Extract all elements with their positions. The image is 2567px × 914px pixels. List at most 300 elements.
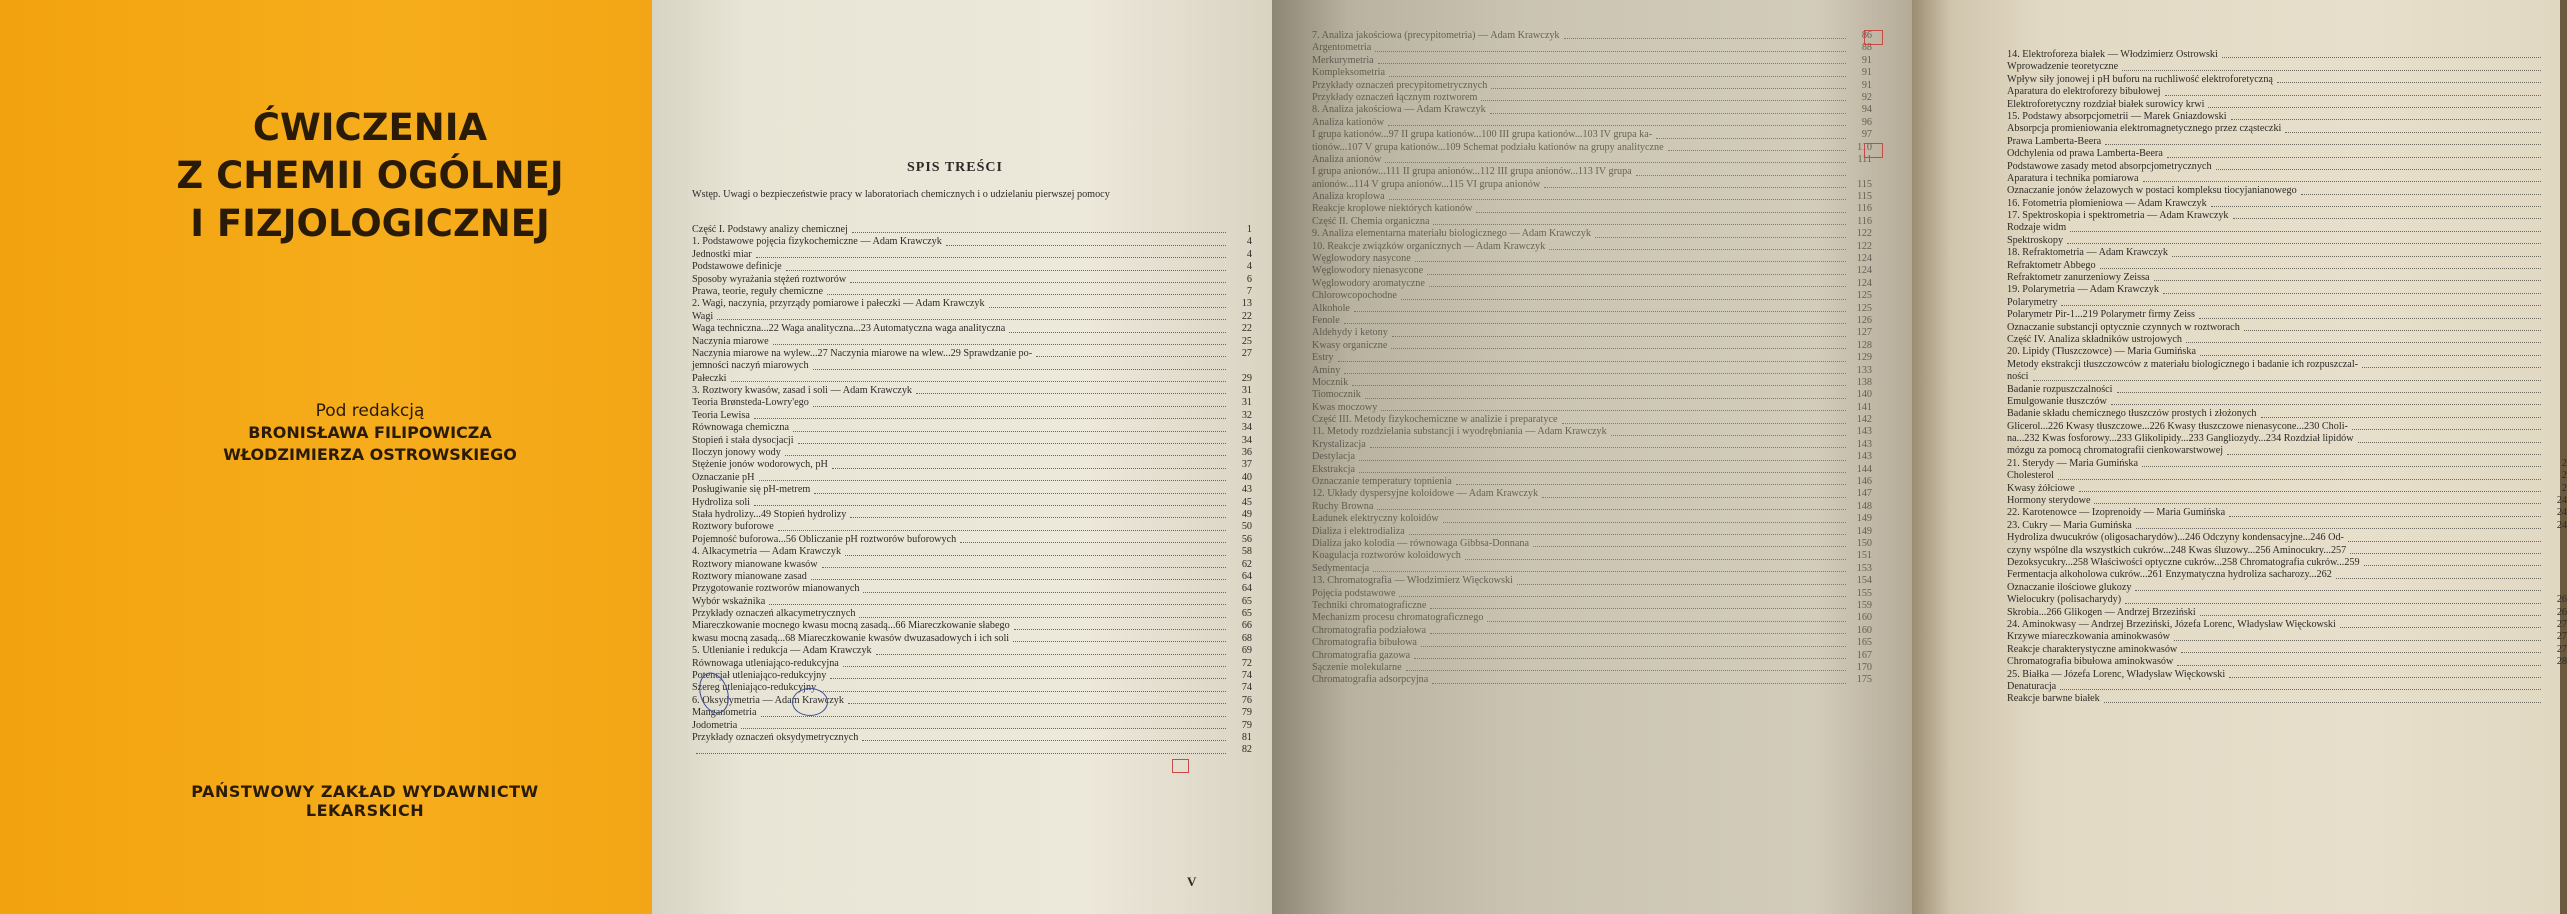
toc-entry-title: 6. Oksydymetria — Adam Krawczyk [692, 694, 844, 706]
leader-dots [1359, 459, 1846, 461]
editor-name: BRONISŁAWA FILIPOWICZA [248, 423, 492, 442]
toc-entry-page: 116 [1857, 215, 1872, 227]
toc-entry-title: Mechanizm procesu chromatograficznego [1312, 612, 1484, 624]
toc-entry [2007, 86, 2567, 98]
leader-dots [793, 430, 1226, 432]
toc-entry-title: 4. Alkacymetria — Adam Krawczyk [692, 546, 842, 558]
toc-entry [2007, 693, 2567, 705]
toc-entry-title: Metody ekstrakcji tłuszczowców z materiału biologicznego i badanie ich rozpuszczal- [2007, 358, 2359, 370]
toc-entry-title: Przykłady oznaczeń precypitometrycznych [1312, 79, 1488, 91]
toc-entry [2007, 532, 2567, 544]
leader-dots [1406, 669, 1846, 671]
leader-dots [1014, 628, 1226, 630]
toc-entry-page: 25 [1241, 335, 1252, 347]
toc-entry [692, 298, 1252, 310]
toc-entry-title: Krystalizacja [1312, 438, 1366, 450]
toc-entry-page: 141 [1856, 401, 1872, 413]
toc-entry-title: 16. Fotometria płomieniowa — Adam Krawczyk [2007, 197, 2207, 209]
toc-entry-page: 74 [1241, 682, 1252, 694]
leader-dots [845, 554, 1226, 556]
toc-entry [2007, 495, 2567, 507]
toc-entry-page: 155 [1856, 587, 1872, 599]
leader-dots [2261, 416, 2541, 418]
leader-dots [916, 392, 1226, 394]
toc-entry-title: 7. Analiza jakościowa (precypitometria) — Adam Krawczyk [1312, 29, 1560, 41]
toc-entry-title: Pojęcia podstawowe [1312, 587, 1396, 599]
toc-entry [1312, 278, 1872, 290]
toc-entry-title: Teoria Lewisa [692, 409, 750, 421]
leader-dots [2067, 242, 2541, 244]
toc-entry [1312, 216, 1872, 228]
cover-title-line: I FIZJOLOGICZNEJ [190, 202, 550, 245]
toc-entry-title: Refraktometr Abbego [2007, 259, 2096, 271]
toc-entry [692, 645, 1252, 657]
toc-entry-title: Chromatografia gazowa [1312, 649, 1411, 661]
toc-entry-page: 2 [2561, 457, 2567, 469]
toc-entry-title: 17. Spektroskopia i spektrometria — Adam Krawczyk [2007, 210, 2229, 222]
toc-entry-page: 124 [1856, 253, 1872, 265]
toc-entry [692, 608, 1252, 620]
toc-entry-title: Reakcje kroplowe niektórych kationów [1312, 203, 1473, 215]
cover-title [170, 104, 570, 248]
toc-entry [692, 744, 1252, 756]
toc-entry-title: Hormony sterydowe [2007, 495, 2091, 507]
toc-entry [1312, 104, 1872, 116]
toc-entry-title: 15. Podstawy absorpcjometrii — Marek Gniazdowski [2007, 110, 2227, 122]
toc-entry-page: 28 [2556, 656, 2567, 668]
toc-entry-title: Roztwory mianowane kwasów [692, 558, 818, 570]
toc-entry-page: 26 [2556, 594, 2567, 606]
toc-entry-title: Glicerol...226 Kwasy tłuszczowe...226 Kwasy tłuszczowe nienasycone...230 Choli- [2007, 420, 2348, 432]
leader-dots [814, 492, 1226, 494]
toc-entry [692, 435, 1252, 447]
toc-entry-page: 124 [1856, 277, 1872, 289]
cover-title-line: Z CHEMII OGÓLNEJ [176, 154, 564, 197]
toc-entry [1312, 637, 1872, 649]
toc-entry-page: 34 [1241, 422, 1252, 434]
toc-entry-page: 125 [1856, 290, 1872, 302]
leader-dots [1338, 360, 1846, 362]
toc-entry-page: 170 [1856, 661, 1872, 673]
toc-entry [692, 658, 1252, 670]
toc-entry-title: Szereg utleniająco-redukcyjny [692, 682, 817, 694]
toc-entry-title: Polarymetr Pir-1...219 Polarymetr firmy Zeiss [2007, 309, 2195, 321]
toc-list [2007, 49, 2567, 706]
leader-dots [2136, 527, 2541, 529]
leader-dots [1378, 62, 1846, 64]
toc-entry [2007, 483, 2567, 495]
toc-entry [692, 311, 1252, 323]
toc-entry-page: 32 [1241, 409, 1252, 421]
toc-entry [1312, 315, 1872, 327]
toc-entry-title: 13. Chromatografia — Włodzimierz Więckowski [1312, 575, 1513, 587]
leader-dots [1415, 260, 1846, 262]
leader-dots [850, 281, 1226, 283]
toc-entry-page: 27 [2556, 618, 2567, 630]
leader-dots [1517, 583, 1846, 585]
toc-entry-page: 91 [1861, 54, 1872, 66]
toc-entry-page: 2 [2561, 482, 2567, 494]
toc-entry-title: jemności naczyń miarowych [692, 360, 809, 372]
toc-entry-title: Ładunek elektryczny koloidów [1312, 513, 1439, 525]
leader-dots [2358, 441, 2541, 443]
toc-entry-title: I grupa kationów...97 II grupa kationów...100 III grupa kationów...103 IV grupa ka- [1312, 129, 1653, 141]
cover-publisher: PAŃSTWOWY ZAKŁAD WYDAWNICTW LEKARSKICH [191, 782, 539, 820]
leader-dots [2229, 676, 2541, 678]
leader-dots [2100, 267, 2541, 269]
toc-page-2 [1272, 0, 1912, 914]
cover-title-line: ĆWICZENIA [252, 106, 488, 149]
toc-entry-title: Iloczyn jonowy wody [692, 447, 781, 459]
toc-entry-title: Stopień i stała dysocjacji [692, 434, 794, 446]
toc-entry [1312, 67, 1872, 79]
toc-entry-title: Emulgowanie tłuszczów [2007, 395, 2107, 407]
toc-entry-page: 116 [1857, 203, 1872, 215]
leader-dots [2154, 279, 2541, 281]
toc-entry [1312, 55, 1872, 67]
toc-entry-title: Wprowadzenie teoretyczne [2007, 61, 2119, 73]
toc-entry-title: Kwasy żółciowe [2007, 482, 2075, 494]
toc-entry [2007, 433, 2567, 445]
leader-dots [2348, 540, 2541, 542]
toc-entry [1312, 439, 1872, 451]
toc-entry [2007, 619, 2567, 631]
toc-entry-title: Polarymetry [2007, 296, 2058, 308]
toc-entry-title: Posługiwanie się pH-metrem [692, 484, 811, 496]
leader-dots [2227, 453, 2541, 455]
toc-entry-title: Oznaczanie substancji optycznie czynnych w roztworach [2007, 321, 2240, 333]
toc-entry-page: 143 [1856, 451, 1872, 463]
toc-heading: SPIS TREŚCI [907, 160, 1003, 175]
leader-dots [2135, 589, 2541, 591]
leader-dots [2177, 664, 2541, 666]
toc-entry [1312, 427, 1872, 439]
toc-entry-page: 149 [1856, 525, 1872, 537]
toc-entry-title: Oznaczanie pH [692, 471, 755, 483]
toc-entry [1312, 575, 1872, 587]
toc-entry [692, 497, 1252, 509]
toc-entry-page: 24 [2556, 495, 2567, 507]
toc-entry [1312, 228, 1872, 240]
toc-entry [2007, 594, 2567, 606]
toc-entry-title: Część IV. Analiza składników ustrojowych [2007, 333, 2182, 345]
toc-entry-page: 29 [1241, 372, 1252, 384]
toc-entry-title: 12. Układy dyspersyjne koloidowe — Adam Krawczyk [1312, 488, 1539, 500]
toc-entry [2007, 222, 2567, 234]
toc-entry-title: Teoria Brønsteda-Lowry'ego [692, 397, 809, 409]
leader-dots [1544, 186, 1846, 188]
toc-entry [2007, 470, 2567, 482]
toc-entry-page: 159 [1856, 599, 1872, 611]
toc-entry [1312, 340, 1872, 352]
toc-entry [692, 224, 1252, 236]
toc-entry-title: Spektroskopy [2007, 234, 2064, 246]
red-mark [1864, 143, 1883, 158]
toc-entry [2007, 260, 2567, 272]
toc-entry-page: 167 [1856, 649, 1872, 661]
leader-dots [863, 591, 1226, 593]
toc-entry [1312, 253, 1872, 265]
toc-entry-title: 23. Cukry — Maria Gumińska [2007, 519, 2132, 531]
toc-entry-page: 115 [1857, 191, 1872, 203]
leader-dots [2181, 651, 2541, 653]
toc-entry [2007, 297, 2567, 309]
toc-entry [2007, 408, 2567, 420]
toc-entry-title: Koagulacja roztworów koloidowych [1312, 550, 1461, 562]
leader-dots [1392, 335, 1846, 337]
red-mark [1172, 759, 1189, 773]
toc-entry-page: 91 [1861, 67, 1872, 79]
toc-entry [2007, 235, 2567, 247]
toc-entry [1312, 625, 1872, 637]
toc-entry-title: Aminy [1312, 364, 1341, 376]
leader-dots [2111, 403, 2541, 405]
toc-entry-page: 27 [2556, 643, 2567, 655]
leader-dots [1401, 298, 1846, 300]
leader-dots [2301, 193, 2541, 195]
toc-entry [692, 509, 1252, 521]
toc-entry [1312, 117, 1872, 129]
toc-entry-title: Prawa Lamberta-Beera [2007, 135, 2102, 147]
toc-entry-page: 31 [1241, 397, 1252, 409]
leader-dots [989, 306, 1226, 308]
toc-entry-title: Sączenie molekularne [1312, 661, 1402, 673]
leader-dots [1481, 99, 1846, 101]
leader-dots [1381, 409, 1846, 411]
leader-dots [2216, 168, 2541, 170]
leader-dots [1595, 236, 1846, 238]
toc-entry-title: Tiomocznik [1312, 389, 1361, 401]
toc-entry-page: 64 [1241, 570, 1252, 582]
leader-dots [2167, 156, 2541, 158]
leader-dots [2143, 180, 2541, 182]
toc-entry-title: Refraktometr zanurzeniowy Zeissa [2007, 272, 2150, 284]
toc-entry-page: 49 [1241, 508, 1252, 520]
toc-entry-page: 94 [1861, 104, 1872, 116]
cover-editors [170, 400, 570, 466]
toc-entry-title: Krzywe miareczkowania aminokwasów [2007, 631, 2170, 643]
toc-entry-title: 14. Elektroforeza białek — Włodzimierz Ostrowski [2007, 48, 2218, 60]
toc-entry-title: Chromatografia bibułowa [1312, 637, 1417, 649]
toc-entry-title: Oznaczanie temperatury topnienia [1312, 476, 1452, 488]
toc-entry [1312, 513, 1872, 525]
toc-entry-title: 18. Refraktometria — Adam Krawczyk [2007, 247, 2168, 259]
toc-entry [692, 583, 1252, 595]
toc-entry-page: 133 [1856, 364, 1872, 376]
leader-dots [2362, 366, 2541, 368]
toc-entry-title: 5. Utlenianie i redukcja — Adam Krawczyk [692, 645, 872, 657]
toc-entry-page: 165 [1856, 637, 1872, 649]
toc-entry [1312, 154, 1872, 166]
toc-entry-title: Aparatura i technika pomiarowa [2007, 172, 2139, 184]
toc-entry-title: Jodometria [692, 719, 738, 731]
toc-entry [692, 348, 1252, 360]
toc-entry [2007, 210, 2567, 222]
toc-entry [692, 274, 1252, 286]
toc-entry [2007, 371, 2567, 383]
toc-entry-title: Prawa, teorie, reguły chemiczne [692, 285, 823, 297]
toc-entry [2007, 185, 2567, 197]
toc-entry-title: 19. Polarymetria — Adam Krawczyk [2007, 284, 2159, 296]
leader-dots [813, 405, 1226, 407]
leader-dots [2142, 465, 2541, 467]
toc-entry [1312, 414, 1872, 426]
toc-entry [692, 695, 1252, 707]
toc-entry [692, 596, 1252, 608]
toc-entry-page: 138 [1856, 376, 1872, 388]
leader-dots [769, 603, 1226, 605]
toc-entry [692, 410, 1252, 422]
toc-entry-title: 21. Sterydy — Maria Gumińska [2007, 457, 2139, 469]
leader-dots [843, 665, 1226, 667]
leader-dots [2172, 255, 2541, 257]
toc-entry-page: 62 [1241, 558, 1252, 570]
toc-entry-title: Część III. Metody fizykochemiczne w analizie i preparatyce [1312, 414, 1558, 426]
leader-dots [1414, 657, 1846, 659]
toc-entry-page: 4 [1246, 261, 1252, 273]
toc-entry [2007, 421, 2567, 433]
toc-entry-page: 149 [1856, 513, 1872, 525]
leader-dots [2350, 552, 2541, 554]
toc-entry [1312, 674, 1872, 686]
toc-entry-title: Węglowodory nienasycone [1312, 265, 1424, 277]
toc-entry [2007, 247, 2567, 259]
toc-entry-title: I grupa anionów...111 II grupa anionów...112 III grupa anionów...113 IV grupa [1312, 166, 1632, 178]
toc-entry-page: 36 [1241, 447, 1252, 459]
toc-entry-title: Dezoksycukry...258 Właściwości optyczne cukrów...258 Chromatografia cukrów...259 [2007, 557, 2360, 568]
toc-entry [2007, 111, 2567, 123]
toc-entry-title: Pojemność buforowa...56 Obliczanie pH roztworów buforowych [692, 533, 957, 545]
toc-entry-title: Waga techniczna...22 Waga analityczna...23 Automatyczna waga analityczna [692, 323, 1006, 335]
toc-entry-title: Chromatografia adsorpcyjna [1312, 674, 1429, 686]
leader-dots [2117, 391, 2541, 393]
leader-dots [859, 616, 1226, 618]
toc-entry-title: Oznaczanie ilościowe glukozy [2007, 581, 2132, 593]
toc-entry-title: Podstawowe zasady metod absorpcjometrycznych [2007, 160, 2212, 172]
leader-dots [1549, 248, 1846, 250]
toc-entry [692, 249, 1252, 261]
toc-entry-title: Węglowodory nasycone [1312, 253, 1411, 265]
toc-entry-page: 97 [1861, 129, 1872, 141]
leader-dots [1391, 347, 1846, 349]
leader-dots [2340, 626, 2541, 628]
toc-entry-title: na...232 Kwas fosforowy...233 Glikolipidy...233 Gangliozydy...234 Rozdział lipidów [2007, 433, 2354, 445]
toc-entry-title: Miareczkowanie mocnego kwasu mocną zasadą...66 Miareczkowanie słabego [692, 620, 1010, 632]
leader-dots [1636, 174, 1846, 176]
toc-entry-page: 111 [1857, 153, 1872, 165]
toc-entry [692, 621, 1252, 633]
leader-dots [1389, 75, 1846, 77]
leader-dots [960, 541, 1226, 543]
toc-entry [1312, 464, 1872, 476]
toc-entry-title: Kwas moczowy [1312, 401, 1378, 413]
toc-entry-page: 7 [1246, 285, 1252, 297]
leader-dots [1491, 87, 1846, 89]
leader-dots [1388, 124, 1846, 126]
toc-entry-title: Naczynia miarowe [692, 335, 769, 347]
toc-entry-title: Chlorowcopochodne [1312, 290, 1397, 302]
toc-entry [1312, 290, 1872, 302]
leader-dots [773, 343, 1226, 345]
toc-entry [1312, 662, 1872, 674]
toc-entry [692, 559, 1252, 571]
leader-dots [827, 293, 1226, 295]
toc-entry-title: Sedymentacja [1312, 562, 1370, 574]
toc-entry-page: 37 [1241, 459, 1252, 471]
toc-entry [2007, 607, 2567, 619]
toc-entry [1312, 327, 1872, 339]
toc-entry-title: Kompleksometria [1312, 67, 1385, 79]
leader-dots [1352, 384, 1846, 386]
toc-entry-title: Fenole [1312, 314, 1340, 326]
toc-entry-title: Reakcje barwne białek [2007, 693, 2100, 705]
toc-entry-title: czyny wspólne dla wszystkich cukrów...248 Kwas śluzowy...256 Aminocukry...257 [2007, 544, 2347, 556]
toc-entry-title: Estry [1312, 352, 1334, 364]
leader-dots [2200, 614, 2541, 616]
toc-list [692, 224, 1252, 757]
toc-entry [692, 286, 1252, 298]
toc-entry-title: Roztwory buforowe [692, 521, 774, 533]
toc-entry [692, 323, 1252, 335]
leader-dots [1421, 645, 1846, 647]
red-mark [1864, 30, 1883, 45]
leader-dots [1490, 112, 1846, 114]
toc-entry-title: Pałeczki [692, 372, 727, 384]
toc-entry-page: 175 [1856, 674, 1872, 686]
toc-entry-title: kwasu mocną zasadą...68 Miareczkowanie kwasów dwuzasadowych i ich soli [692, 632, 1010, 644]
toc-entry [2007, 49, 2567, 61]
leader-dots [1443, 521, 1846, 523]
leader-dots [741, 727, 1226, 729]
toc-entry [692, 385, 1252, 397]
toc-entry-title: Techniki chromatograficzne [1312, 599, 1427, 611]
leader-dots [2285, 131, 2541, 133]
toc-entry-title: Destylacja [1312, 451, 1355, 463]
toc-entry-title: Przykłady oznaczeń łącznym roztworem [1312, 91, 1478, 103]
toc-entry-title: Część II. Chemia organiczna [1312, 215, 1430, 227]
toc-entry-page: 110 [1857, 141, 1872, 153]
toc-entry [1312, 241, 1872, 253]
leader-dots [2174, 639, 2541, 641]
toc-entry-page: 64 [1241, 583, 1252, 595]
toc-entry [1312, 92, 1872, 104]
toc-entry [2007, 198, 2567, 210]
toc-entry [1312, 42, 1872, 54]
toc-entry-title: Hydroliza soli [692, 496, 751, 508]
toc-entry-page: 124 [1856, 265, 1872, 277]
toc-entry-title: Analiza anionów [1312, 153, 1382, 165]
toc-entry-page: 153 [1856, 562, 1872, 574]
leader-dots [1611, 434, 1846, 436]
leader-dots [759, 479, 1226, 481]
toc-entry [1312, 365, 1872, 377]
toc-entry-title: Elektroforetyczny rozdział białek surowicy krwi [2007, 98, 2205, 110]
toc-entry [1312, 563, 1872, 575]
toc-entry-title: Przykłady oznaczeń oksydymetrycznych [692, 732, 859, 743]
toc-entry-page: 74 [1241, 670, 1252, 682]
editor-name: WŁODZIMIERZA OSTROWSKIEGO [223, 445, 517, 464]
toc-entry-page: 58 [1241, 546, 1252, 558]
toc-entry-page: 140 [1856, 389, 1872, 401]
toc-entry-title: Rodzaje widm [2007, 222, 2067, 234]
toc-entry-title: Badanie składu chemicznego tłuszczów prostych i złożonych [2007, 408, 2257, 420]
toc-entry-title: Równowaga chemiczna [692, 422, 790, 434]
toc-entry [2007, 656, 2567, 668]
toc-entry [1312, 203, 1872, 215]
toc-entry-page: 160 [1856, 624, 1872, 636]
toc-entry [1312, 191, 1872, 203]
toc-entry-title: Chromatografia bibułowa aminokwasów [2007, 656, 2174, 668]
